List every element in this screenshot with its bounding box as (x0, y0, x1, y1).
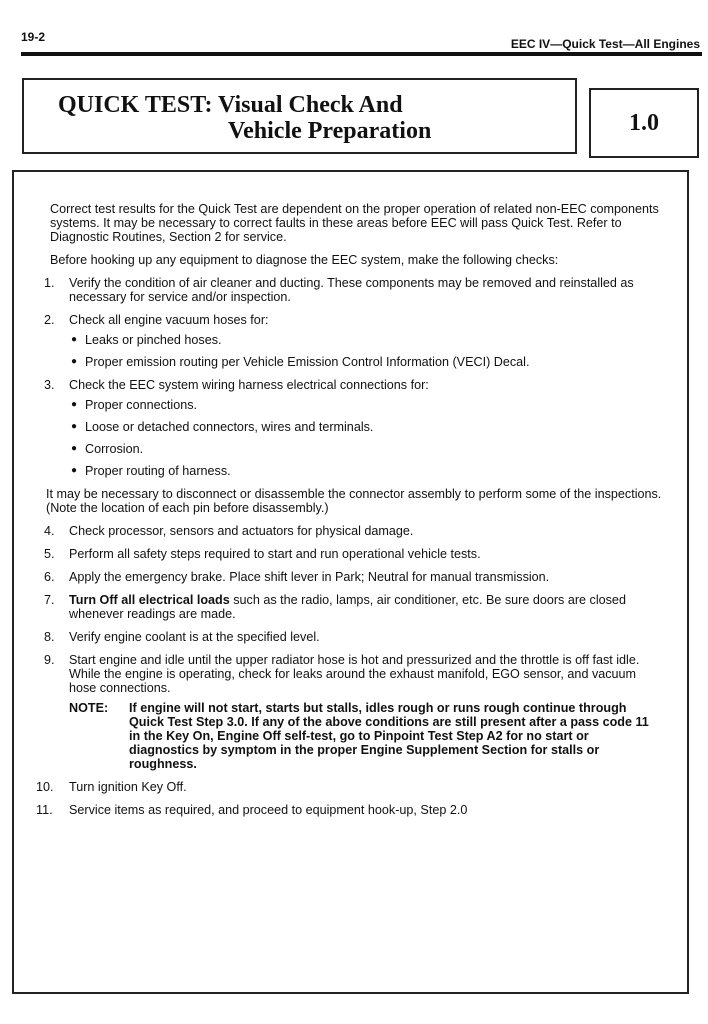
item-text: Perform all safety steps required to start and run operational vehicle tests. (69, 547, 481, 561)
item-text: Check processor, sensors and actuators for physical damage. (69, 524, 414, 538)
item-text: Check the EEC system wiring harness electrical connections for: (69, 378, 429, 392)
note-text: If engine will not start, starts but stalls, idles rough or runs rough continue through Quick Test Step 3.0. If any of the above conditions are still present after a pass code 11 in the Key On, Engine Off self-test, go to Pinpoint Test Step A2 for no start or diagnostics by symptom in the proper Engine Supplement Section for stalls or roughness. (129, 701, 649, 771)
bullet-item: ● Proper emission routing per Vehicle Emission Control Information (VECI) Decal. (69, 355, 662, 369)
list-item-1 (44, 276, 662, 304)
header-rule (21, 52, 702, 56)
running-header: EEC IV—Quick Test—All Engines (510, 37, 700, 51)
note-block (69, 701, 662, 771)
item-text: Verify engine coolant is at the specified level. (69, 630, 320, 644)
bullet-item: ● Leaks or pinched hoses. (69, 333, 662, 347)
item-number: 1. (44, 276, 55, 290)
list-item-5 (44, 547, 662, 561)
item-number: 11. (36, 803, 53, 817)
item-text: Verify the condition of air cleaner and ducting. These components may be removed and reinstalled as necessary for service and/or inspection. (69, 276, 634, 304)
list-item-6 (44, 570, 662, 584)
page-number: 19-2 (21, 30, 46, 44)
item-number: 4. (44, 524, 55, 538)
list-item-2 (44, 313, 662, 369)
bullet-list (69, 398, 662, 478)
bullet-list (69, 333, 662, 369)
title-line-1: QUICK TEST: Visual Check And (58, 92, 403, 118)
bullet-item: ● Proper connections. (69, 398, 662, 412)
title-line-2: Vehicle Preparation (228, 118, 432, 144)
item-text: Start engine and idle until the upper radiator hose is hot and pressurized and the throttle is off fast idle. While the engine is operating, check for leaks around the exhaust manifold, EGO sensor, and vacuum hose connections. (69, 653, 640, 695)
item-text: such as the radio, lamps, air conditioner, etc. Be sure doors are closed whenever readings are made. (69, 593, 626, 621)
list-item-7 (44, 593, 662, 621)
item-number: 10. (36, 780, 54, 794)
item-bold-text: Turn Off all electrical loads (69, 593, 230, 607)
list-item-9 (44, 653, 662, 771)
disassembly-paragraph: It may be necessary to disconnect or disassemble the connector assembly to perform some of the inspections. (Note the location of each pin before disassembly.) (46, 487, 662, 515)
item-text: Service items as required, and proceed to equipment hook-up, Step 2.0 (69, 803, 468, 817)
list-item-11 (36, 803, 662, 817)
list-item-4 (44, 524, 662, 538)
item-number: 3. (44, 378, 55, 392)
item-text: Apply the emergency brake. Place shift lever in Park; Neutral for manual transmission. (69, 570, 550, 584)
item-number: 6. (44, 570, 55, 584)
list-item-3 (44, 378, 662, 478)
bullet-item: ● Proper routing of harness. (69, 464, 662, 478)
list-item-10 (36, 780, 662, 794)
section-number: 1.0 (629, 109, 659, 136)
page-title (58, 92, 431, 144)
checklist-b (36, 524, 662, 817)
item-number: 7. (44, 593, 55, 607)
item-text: Turn ignition Key Off. (69, 780, 187, 794)
checklist-a (44, 276, 662, 478)
title-box (22, 78, 577, 154)
item-text: Check all engine vacuum hoses for: (69, 313, 269, 327)
list-item-8 (44, 630, 662, 644)
note-label: NOTE: (69, 701, 109, 715)
content-body (36, 202, 662, 826)
lead-paragraph: Before hooking up any equipment to diagnose the EEC system, make the following checks: (50, 253, 559, 267)
bullet-item: ● Loose or detached connectors, wires and terminals. (69, 420, 662, 434)
intro-paragraph: Correct test results for the Quick Test are dependent on the proper operation of related non-EEC components systems. It may be necessary to correct faults in these areas before EEC will pass Quick Test. Refer to Diagnostic Routines, Section 2 for service. (50, 202, 659, 244)
item-number: 8. (44, 630, 55, 644)
item-number: 2. (44, 313, 55, 327)
bullet-item: ● Corrosion. (69, 442, 662, 456)
item-number: 9. (44, 653, 55, 667)
content-box (12, 170, 689, 994)
section-number-box (589, 88, 699, 158)
item-number: 5. (44, 547, 55, 561)
